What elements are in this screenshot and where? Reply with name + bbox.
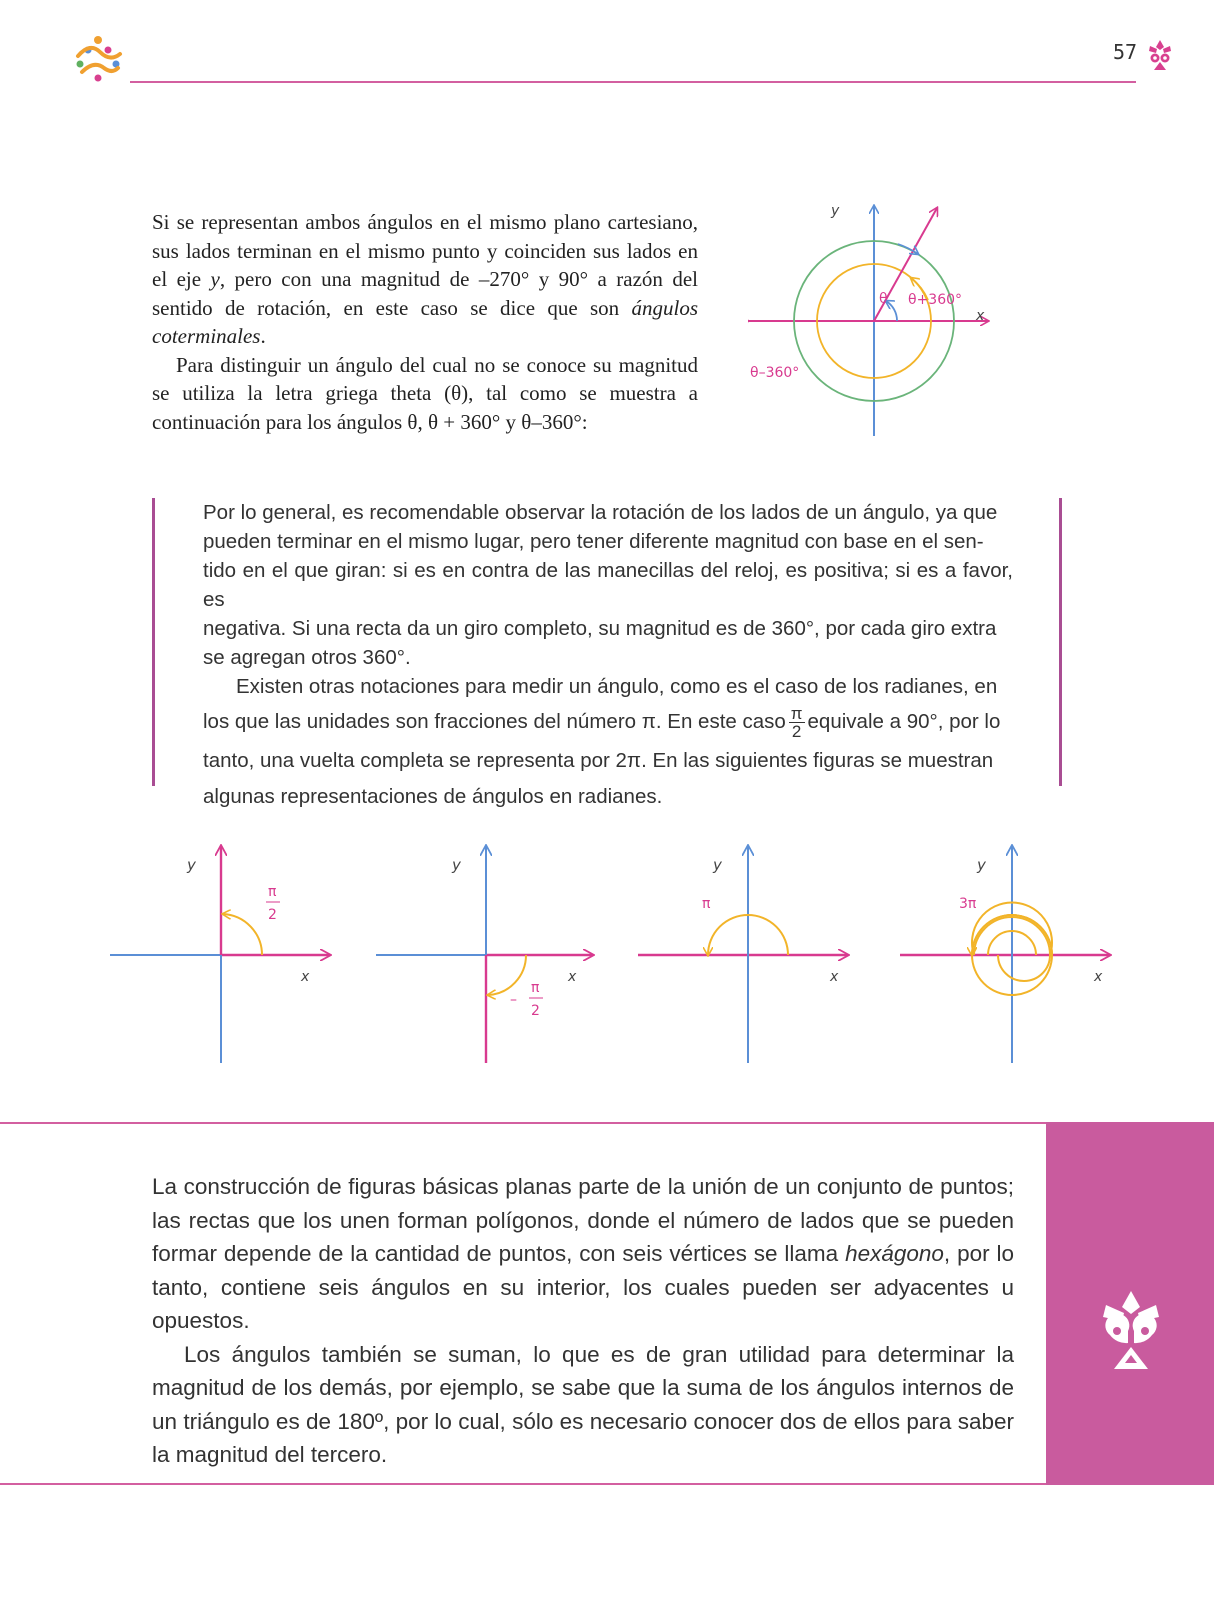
theta-label: θ	[879, 291, 888, 307]
intro-p1-y: y	[210, 267, 220, 291]
note-line-1: Por lo general, es recomendable observar la rotación de los lados de un ángulo, ya que	[203, 501, 998, 524]
intro-paragraph-1	[152, 208, 698, 351]
bottom-rule-bottom	[0, 1483, 1046, 1485]
intro-paragraph-2: Para distinguir un ángulo del cual no se conoce su magnitud se utiliza la letra griega theta (θ), tal como se muestra a continuación para los ángulos θ, θ + 360° y θ–360°:	[152, 352, 698, 434]
bottom-p1-a: La construcción de figuras básicas planas parte de la unión de un conjunto de puntos; las rectas que los unen forman polígonos, donde el número de lados que se pueden formar depende de la cantidad de puntos, con seis vértices se llama	[152, 1174, 1014, 1266]
minus-label: θ–360°	[750, 365, 800, 381]
bottom-paragraph-1	[152, 1170, 1014, 1338]
fig2-y-label: y	[452, 856, 461, 874]
logo-icon	[70, 34, 126, 84]
intro-p1-a: Si se representan ambos ángulos en el mismo plano cartesiano, sus lados terminan en el mismo punto y coinciden sus lados en el eje	[152, 210, 698, 291]
theta-arc	[886, 301, 897, 321]
note-left-bar	[152, 498, 155, 786]
plus-label: θ+360°	[908, 292, 963, 308]
flower-ornament-icon	[1146, 38, 1174, 72]
fraction-denominator: 2	[791, 722, 802, 742]
note-line-5: se agregan otros 360°.	[203, 646, 411, 669]
radian-diagrams	[100, 838, 1130, 1068]
fig4-y-label: y	[977, 856, 986, 874]
fraction-numerator: π	[790, 704, 803, 724]
page-number: 57	[1113, 40, 1138, 64]
bottom-paragraph-2: Los ángulos también se suman, lo que es de gran utilidad para determinar la magnitud de los demás, por ejemplo, se sabe que la suma de los ángulos internos de un triángulo es de 180º, por lo cual, sólo es necesario conocer dos de ellos para saber la magnitud del tercero.	[152, 1341, 1014, 1467]
fig3-label: π	[702, 896, 711, 912]
note-line-7	[203, 701, 1013, 743]
note-line-3: tido en el que giran: si es en contra de las manecillas del reloj, es positiva; si es a favor, es	[203, 559, 1013, 611]
fig1-y-label: y	[187, 856, 196, 874]
bottom-text	[152, 1170, 1014, 1472]
bottom-rule-top	[0, 1122, 1046, 1124]
note-line-2: pueden terminar en el mismo lugar, pero tener diferente magnitud con base en el sen-	[203, 530, 984, 553]
fig4-label: 3π	[959, 896, 977, 912]
fig3-x-label: x	[830, 969, 839, 985]
note-l7-b: equivale a 90°, por lo	[807, 710, 1001, 733]
theta-diagram	[748, 200, 1018, 440]
note-line-8: tanto, una vuelta completa se representa por 2π. En las siguientes figuras se muestran	[203, 749, 994, 772]
fig1-label-num: π	[268, 884, 277, 900]
fig2-label-sign: –	[510, 992, 517, 1008]
intro-p1-c: .	[260, 324, 266, 348]
fig4-x-label: x	[1094, 969, 1103, 985]
note-l7-a: los que las unidades son fracciones del número π. En este caso	[203, 710, 786, 733]
fig1-label-den: 2	[268, 907, 277, 923]
note-box	[152, 498, 1062, 808]
note-line-4: negativa. Si una recta da un giro completo, su magnitud es de 360°, por cada giro extra	[203, 617, 997, 640]
fig1-x-label: x	[301, 969, 310, 985]
intro-p1-b: , pero con una magnitud de –270° y 90° a razón del sentido de rotación, en este caso se dice que son	[152, 267, 698, 320]
side-panel	[1046, 1122, 1214, 1485]
fig2-label-den: 2	[531, 1003, 540, 1019]
fig3-y-label: y	[713, 856, 722, 874]
radian-figure-pi	[638, 846, 848, 1063]
bottom-p1-b: , por lo tanto, contiene seis ángulos en su interior, los cuales pueden ser adyacentes u opuestos.	[152, 1241, 1014, 1333]
y-label: y	[831, 203, 840, 219]
note-text	[203, 498, 1013, 815]
white-flower-ornament-icon	[1098, 1287, 1164, 1373]
intro-p1-term: ángulos coterminales	[152, 295, 698, 348]
bottom-p1-term: hexágono	[845, 1241, 944, 1266]
intro-text	[152, 208, 698, 436]
radian-figure-minus-half-pi	[376, 846, 593, 1063]
radian-figure-half-pi	[110, 846, 330, 1063]
x-label: x	[976, 308, 985, 324]
note-right-bar	[1059, 498, 1062, 786]
pi-over-2-fraction	[789, 705, 805, 740]
note-line-6: Existen otras notaciones para medir un ángulo, como es el caso de los radianes, en	[236, 675, 998, 698]
header-rule	[130, 81, 1136, 83]
fig2-label-num: π	[531, 980, 540, 996]
note-line-9: algunas representaciones de ángulos en radianes.	[203, 785, 663, 808]
radian-figure-three-pi	[900, 846, 1110, 1063]
fig2-x-label: x	[568, 969, 577, 985]
